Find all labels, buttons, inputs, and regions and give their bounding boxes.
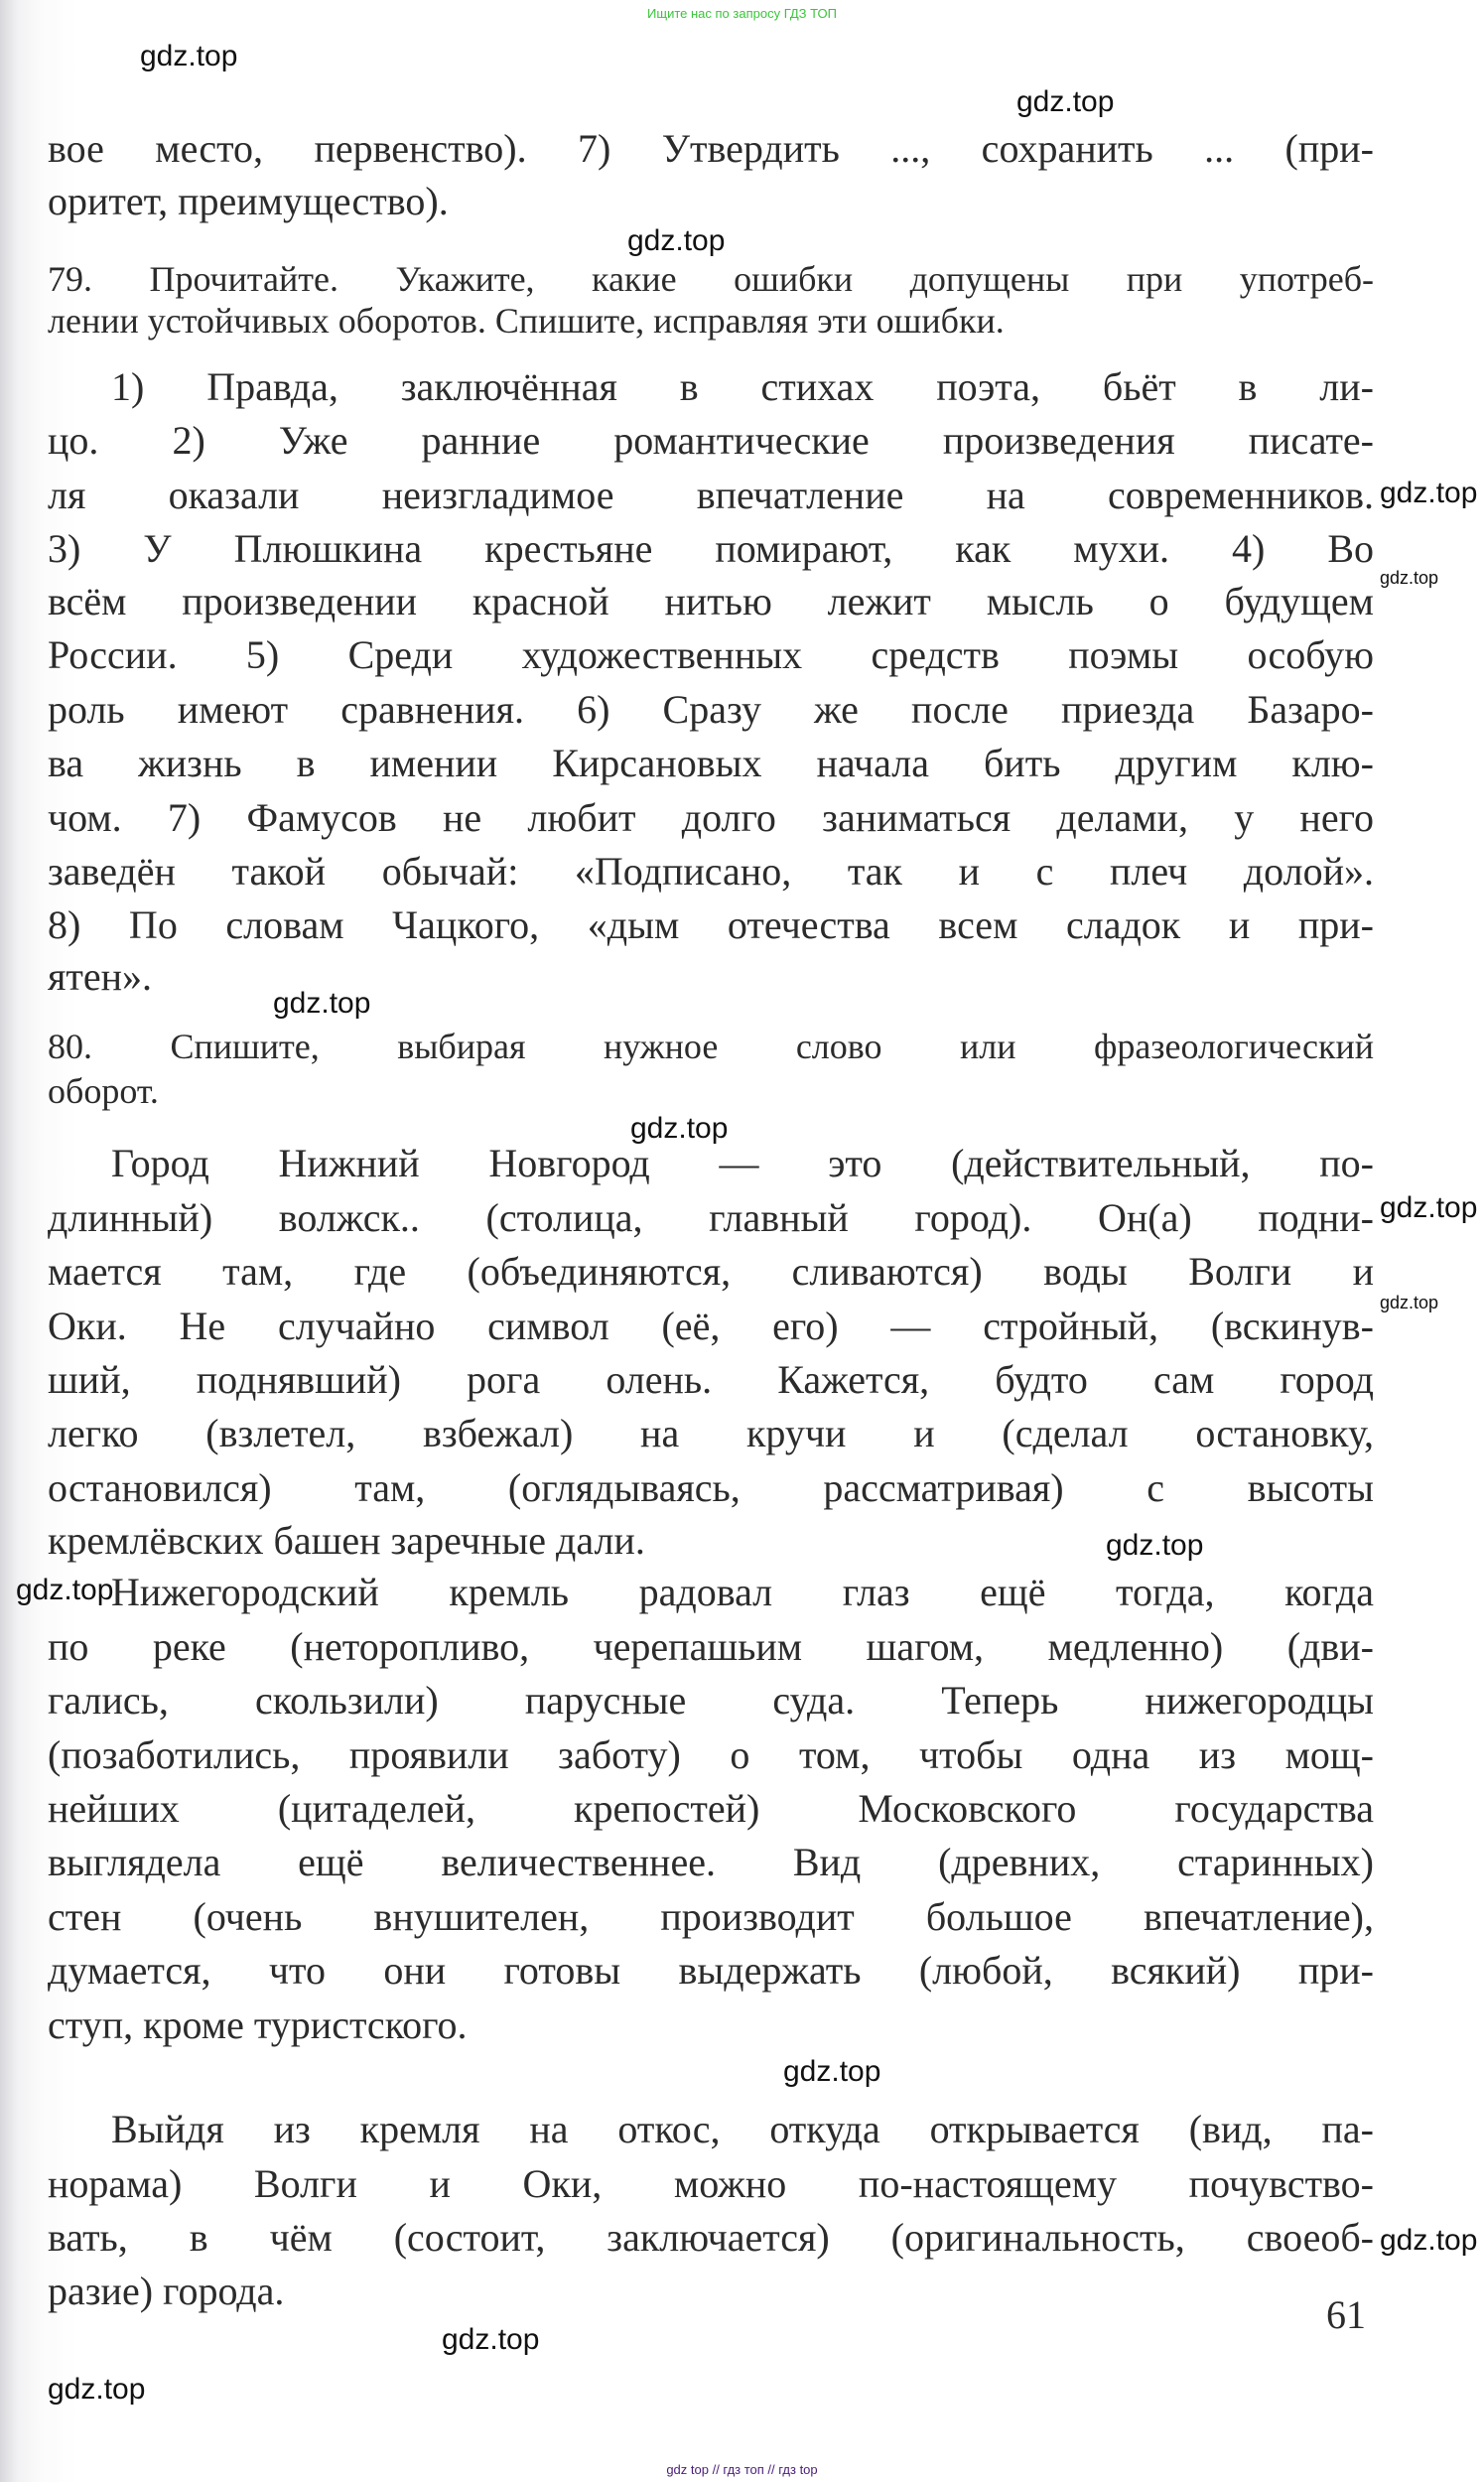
watermark: gdz.top [1380,1191,1478,1224]
text-line: ля оказали неизгладимое впечатление на современников. [48,472,1374,517]
text-line: 1) Правда, заключённая в стихах поэта, бьёт в ли- [111,364,1374,409]
text-line: выглядела ещё величественнее. Вид (древних, старинных) [48,1840,1374,1885]
text-line: цо. 2) Уже ранние романтические произведения писате- [48,418,1374,464]
text-line: разие) города. [48,2269,285,2314]
watermark: gdz.top [1380,1293,1439,1312]
text-line: 3) У Плюшкина крестьяне помирают, как мухи. 4) Во [48,526,1374,572]
text-line: 80. Спишите, выбирая нужное слово или фразеологический [48,1026,1374,1066]
text-line: лении устойчивых оборотов. Спишите, исправляя эти ошибки. [48,300,1005,341]
watermark: gdz.top [1380,2224,1478,2257]
text-line: вое место, первенство). 7) Утвердить ..., сохранить ... (при- [48,126,1374,171]
text-line: ступ, кроме туристского. [48,2001,468,2047]
text-line: всём произведении красной нитью лежит мысль о будущем [48,579,1374,623]
watermark: gdz.top [783,2055,881,2088]
text-line: остановился) там, (оглядываясь, рассматривая) с высоты [48,1464,1374,1510]
watermark: gdz.top [442,2323,540,2356]
text-line: заведён такой обычай: «Подписано, так и с плеч долой». [48,849,1374,894]
watermark: gdz.top [1380,477,1478,509]
top-banner: Ищите нас по запросу ГДЗ ТОП [647,6,837,21]
text-line: длинный) волжск.. (столица, главный город). Он(а) подни- [48,1194,1374,1240]
text-line: оборот. [48,1070,159,1111]
text-line: Нижегородский кремль радовал глаз ещё тогда, когда [111,1570,1374,1615]
page-number: 61 [1326,2292,1366,2337]
text-line: гались, скользили) парусные суда. Теперь нижегородцы [48,1678,1374,1724]
text-line: стен (очень внушителен, производит большое впечатление), [48,1893,1374,1939]
text-line: мается там, где (объединяются, сливаются) воды Волги и [48,1249,1374,1295]
text-line: по реке (неторопливо, черепашьим шагом, медленно) (дви- [48,1623,1374,1669]
text-line: вать, в чём (состоит, заключается) (оригинальность, своеоб- [48,2215,1374,2260]
watermark: gdz.top [1016,85,1115,118]
text-line: роль имеют сравнения. 6) Сразу же после приезда Базаро- [48,686,1374,732]
text-line: ятен». [48,953,153,999]
watermark: gdz.top [1106,1529,1204,1562]
text-line: (позаботились, проявили заботу) о том, чтобы одна из мощ- [48,1731,1374,1777]
text-line: ва жизнь в имении Кирсановых начала бить другим клю- [48,741,1374,786]
watermark: gdz.top [140,40,238,72]
text-line: 79. Прочитайте. Укажите, какие ошибки допущены при употреб- [48,259,1374,299]
bottom-banner: gdz top // гдз топ // гдз top [666,2462,818,2477]
text-line: нейших (цитаделей, крепостей) Московского государства [48,1786,1374,1831]
text-line: 8) По словам Чацкого, «дым отечества всем сладок и при- [48,902,1374,948]
text-line: Выйдя из кремля на откос, откуда открывается (вид, па- [111,2107,1374,2152]
text-line: легко (взлетел, взбежал) на кручи и (сделал остановку, [48,1411,1374,1456]
watermark: gdz.top [48,2373,146,2406]
text-line: ший, поднявший) рога олень. Кажется, будто сам город [48,1357,1374,1402]
text-line: кремлёвских башен заречные дали. [48,1517,645,1563]
text-line: думается, что они готовы выдержать (любой, всякий) при- [48,1948,1374,1994]
text-line: чом. 7) Фамусов не любит долго заниматься делами, у него [48,794,1374,840]
watermark: gdz.top [16,1574,114,1606]
text-line: Город Нижний Новгород — это (действительный, по- [111,1141,1374,1186]
text-line: норама) Волги и Оки, можно по-настоящему почувство- [48,2160,1374,2206]
watermark: gdz.top [273,987,371,1020]
watermark: gdz.top [1380,568,1439,588]
watermark: gdz.top [627,224,726,257]
text-line: Оки. Не случайно символ (её, его) — стройный, (вскинув- [48,1303,1374,1348]
text-line: России. 5) Среди художественных средств поэмы особую [48,632,1374,678]
text-line: оритет, преимущество). [48,178,449,223]
watermark: gdz.top [630,1112,729,1145]
